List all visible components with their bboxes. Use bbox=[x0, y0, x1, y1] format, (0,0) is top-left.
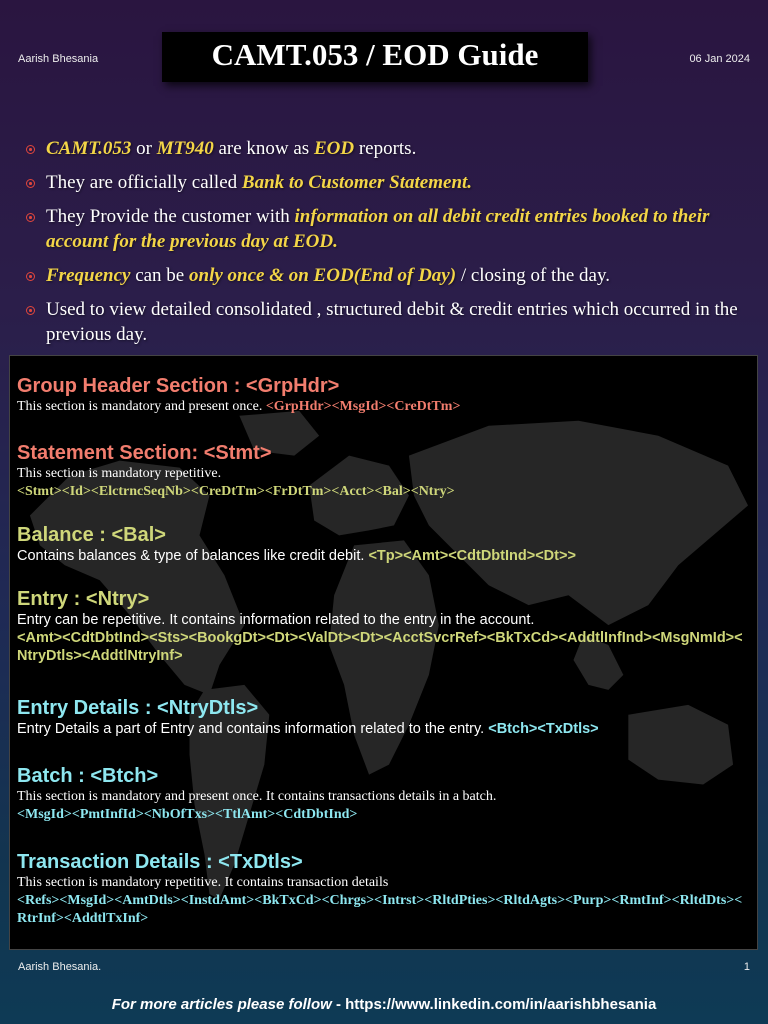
section-title: Statement Section: <Stmt> bbox=[17, 442, 272, 464]
bullet-icon bbox=[26, 306, 35, 315]
text: They Provide the customer with bbox=[46, 206, 295, 227]
section-title: Transaction Details : <TxDtls> bbox=[17, 851, 303, 873]
bullet-icon bbox=[26, 213, 35, 222]
section-description: Entry Details a part of Entry and contains information related to the entry. bbox=[17, 721, 489, 737]
follow-line bbox=[0, 996, 768, 1013]
text: can be bbox=[130, 265, 189, 286]
term: CAMT.053 bbox=[46, 138, 132, 159]
bullet-item bbox=[26, 170, 756, 195]
section-tags: <Stmt><Id><ElctrncSeqNb><CreDtTm><FrDtTm><Acct><Bal><Ntry> bbox=[17, 484, 455, 499]
section-transaction-details bbox=[17, 850, 752, 928]
intro-bullet-list bbox=[26, 136, 756, 356]
follow-label: For more articles please follow bbox=[111, 996, 332, 1013]
text: Used to view detailed consolidated , structured debit & credit entries which occurred in the previous day. bbox=[46, 299, 738, 345]
section-tags: <Amt><CdtDbtInd><Sts><BookgDt><Dt><ValDt><Dt><AcctSvcrRef><BkTxCd><AddtlInfInd><MsgNmId><NtryDtls><AddtlNtryInf> bbox=[17, 630, 743, 664]
bullet-item bbox=[26, 297, 756, 347]
section-title: Entry : <Ntry> bbox=[17, 588, 150, 610]
page-number: 1 bbox=[743, 961, 750, 973]
linkedin-link[interactable]: https://www.linkedin.com/in/aarishbhesania bbox=[345, 996, 657, 1013]
bullet-item bbox=[26, 263, 756, 288]
bullet-icon bbox=[26, 272, 35, 281]
term: EOD bbox=[313, 138, 355, 159]
section-title: Balance : <Bal> bbox=[17, 524, 166, 546]
section-tags: <MsgId><PmtInfId><NbOfTxs><TtlAmt><CdtDbtInd> bbox=[17, 807, 358, 822]
section-tags: <Btch><TxDtls> bbox=[488, 721, 599, 737]
page-title: CAMT.053 / EOD Guide bbox=[162, 32, 588, 82]
section-group-header bbox=[17, 374, 752, 416]
section-description: This section is mandatory repetitive. It contains transaction details bbox=[17, 875, 389, 890]
text: / closing of the day. bbox=[456, 265, 610, 286]
footer-author: Aarish Bhesania. bbox=[18, 961, 102, 973]
text: They are officially called bbox=[46, 172, 242, 193]
section-title: Batch : <Btch> bbox=[17, 765, 159, 787]
section-description: Contains balances & type of balances like credit debit. bbox=[17, 548, 369, 564]
bullet-item bbox=[26, 204, 756, 254]
section-title: Entry Details : <NtryDtls> bbox=[17, 697, 259, 719]
text: are know as bbox=[213, 138, 314, 159]
structure-panel bbox=[9, 355, 758, 950]
follow-separator: - bbox=[331, 996, 346, 1013]
section-batch bbox=[17, 764, 752, 824]
section-tags: <GrpHdr><MsgId><CreDtTm> bbox=[265, 399, 461, 414]
date-label: 06 Jan 2024 bbox=[689, 53, 750, 65]
section-title: Group Header Section : <GrpHdr> bbox=[17, 375, 340, 397]
section-description: This section is mandatory and present once. bbox=[17, 399, 266, 414]
section-tags: <Tp><Amt><CdtDbtInd><Dt>> bbox=[368, 548, 576, 564]
term: MT940 bbox=[156, 138, 214, 159]
section-description: Entry can be repetitive. It contains information related to the entry in the account. bbox=[17, 612, 535, 628]
term: Frequency bbox=[46, 265, 131, 286]
term: Bank to Customer Statement. bbox=[241, 172, 473, 193]
section-description: This section is mandatory and present once. It contains transactions details in a batch. bbox=[17, 789, 497, 804]
section-statement bbox=[17, 441, 752, 501]
text: or bbox=[131, 138, 157, 159]
bullet-icon bbox=[26, 145, 35, 154]
term: information on all debit credit entries booked to their account for the previous day at EOD. bbox=[46, 206, 710, 252]
section-entry bbox=[17, 587, 752, 665]
bullet-item bbox=[26, 136, 756, 161]
section-entry-details bbox=[17, 696, 752, 738]
term: only once & on EOD(End of Day) bbox=[189, 265, 457, 286]
text: reports. bbox=[354, 138, 417, 159]
section-tags: <Refs><MsgId><AmtDtls><InstdAmt><BkTxCd><Chrgs><Intrst><RltdPties><RltdAgts><Purp><RmtInf><RltdDts><RtrInf><AddtlTxInf> bbox=[17, 893, 743, 926]
section-balance bbox=[17, 523, 752, 565]
section-description: This section is mandatory repetitive. bbox=[17, 466, 222, 481]
author-label: Aarish Bhesania bbox=[18, 53, 99, 65]
bullet-icon bbox=[26, 179, 35, 188]
